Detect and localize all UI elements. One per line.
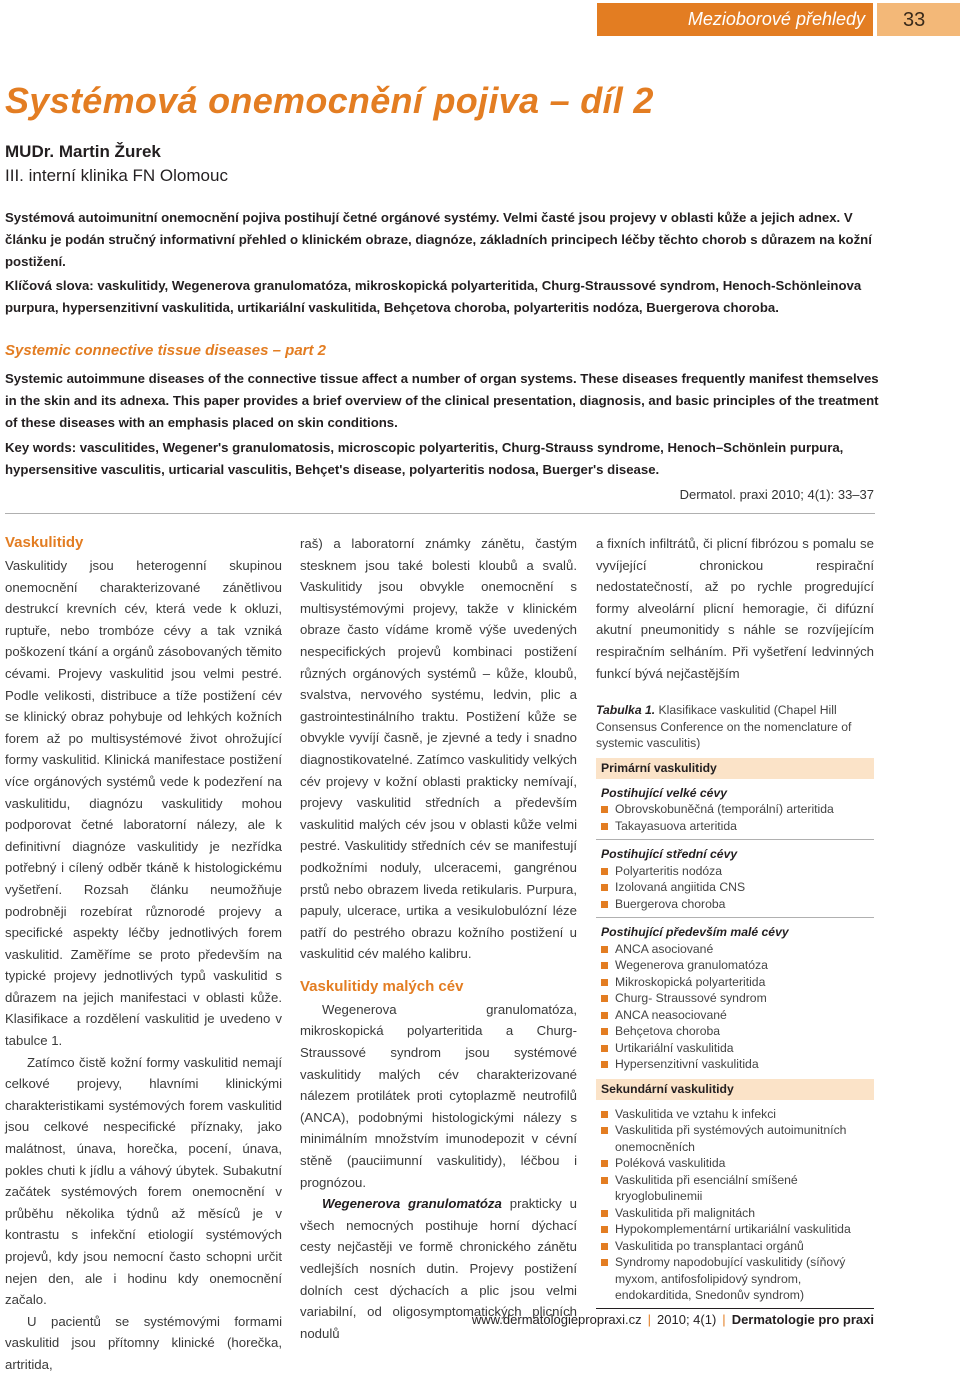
table-separator xyxy=(596,917,874,918)
divider xyxy=(5,513,875,514)
column-2 xyxy=(300,533,577,1344)
section-heading: Vaskulitidy malých cév xyxy=(300,977,464,995)
abstract-cz-text: Systémová autoimunitní onemocnění pojiva postihují četné orgánové systémy. Velmi časté jsou projevy v oblasti kůže a jejich adnex. V článku je podán stručný informativní přehled o klinickém obraze, diagnóze, základních principech léčby těchto chorob s důrazem na kožní postižení. xyxy=(5,210,872,269)
keywords-cz-label: Klíčová slova: xyxy=(5,278,94,293)
footer-issue: 2010; 4(1) xyxy=(657,1312,717,1327)
paragraph: Zatímco čistě kožní formy vaskulitid nemají celkové projevy, hlavními klinickými charakteristikami systémových forem vaskulitid jsou celkové nespecifické příznaky, jako malátnost, únava, horečka, pocení, únava, pokles chuti k jídlu a váhový úbytek. Subakutní začátek systémových forem onemocnění v průběhu několika týdnů až měsíců je v kontrastu s infekční etiologií systémových projevů, kdy jsou nemocní často schopni určit nejen den, ale i hodinu kdy onemocnění začalo. xyxy=(5,1054,282,1308)
footer-separator: | xyxy=(722,1312,726,1327)
table-group-title: Postihující velké cévy xyxy=(601,785,728,800)
table-separator xyxy=(596,839,874,840)
list-item: Hypokomplementární urtikariální vaskulitida xyxy=(601,1221,874,1238)
footer-journal: Dermatologie pro praxi xyxy=(731,1312,874,1327)
section-label: Mezioborové přehledy xyxy=(597,3,873,36)
list-item: ANCA asociované xyxy=(601,941,874,958)
paragraph: U pacientů se systémovými formami vaskulitid jsou přítomny klinické (horečka, artritida, xyxy=(5,1313,282,1372)
english-title: Systemic connective tissue diseases – part 2 xyxy=(5,342,326,359)
list-item: Mikroskopická polyarteritida xyxy=(601,974,874,991)
list-item: Churg- Straussové syndrom xyxy=(601,990,874,1007)
keywords-cz xyxy=(5,275,880,319)
paragraph: Wegenerova granulomatóza, mikroskopická polyarteritida a Churg-Straussové syndrom jsou systémové vaskulitidy malých cév charakterizované nálezem protilátek proti cytoplazmě neutrofilů (ANCA), podobnými histologickými nálezy s minimálním množstvím imunodepozit v cévní stěně (pauciimunní vaskulitidy), léčbou i prognózou. xyxy=(300,1001,577,1190)
list-item: Syndromy napodobující vaskulitidy (síňový myxom, antifosfolipidový syndrom, endokarditida, Snedonův syndrom) xyxy=(601,1254,874,1304)
list-item: Vaskulitida při systémových autoimunitních onemocněních xyxy=(601,1122,874,1155)
paragraph-text: prakticky u všech nemocných postihuje horní dýchací cesty nejčastěji ve formě chronického zánětu vedlejších nosních dutin. Projevy postižení dolních cest dýchacích a plic jsou velmi variabilní, od oligosymptomatických plicních nodulů xyxy=(300,1196,577,1341)
table-header-secondary: Sekundární vaskulitidy xyxy=(596,1079,874,1100)
list-item: Hypersenzitivní vaskulitida xyxy=(601,1056,874,1073)
article-title: Systémová onemocnění pojiva – díl 2 xyxy=(5,80,654,121)
list-item: Vaskulitida ve vztahu k infekci xyxy=(601,1106,874,1123)
list-item: Wegenerova granulomatóza xyxy=(601,957,874,974)
column-3 xyxy=(596,533,874,1309)
footer-separator: | xyxy=(647,1312,652,1327)
citation: Dermatol. praxi 2010; 4(1): 33–37 xyxy=(679,487,874,502)
keywords-en-text: vasculitides, Wegener's granulomatosis, microscopic polyarteritis, Churg-Strauss syndrome, Henoch–Schönlein purpura, hypersensitive vasculitis, urticarial vasculitis, Behçet's disease, polyarteritis nodosa, Buerger's disease. xyxy=(5,440,844,477)
keywords-en-label: Key words: xyxy=(5,440,77,455)
paragraph: raš) a laboratorní známky zánětu, častým stesknem jsou také bolesti kloubů a svalů. Vaskulitidy jsou obvykle onemocnění s multisystémovými projevy, takže v klinickém obraze často vídáme kromě výše uvedených nespecifických projevů kombinaci postižení různých orgánových systémů – kůže, kloubů, svalstva, nervového systému, ledvin, plic a gastrointestinálního traktu. Postižení kůže se obvykle vyvíjí časně, je zjevné a tedy i snadno diagnostikovatelné. Zatímco vaskulitidy velkých cév projevy v kožní oblasti prakticky nemívají, projevy vaskulitid středních a především vaskulitid malých cév jsou v oblasti kůže velmi pestré. Vaskulitidy středních cév se manifestují podkožními noduly, ulceracemi, gangrénou prstů nebo obrazem liveda retikularis. Purpura, papuly, ulcerace, urtika a vesikulobulózní léze patří do pestrého obrazu kožního postižení u vaskulitid cév malého kalibru. xyxy=(300,536,577,962)
footer-website: www.dermatologiepropraxi.cz xyxy=(471,1312,642,1327)
page-number: 33 xyxy=(877,3,960,36)
paragraph: a fixních infiltrátů, či plicní fibrózou s pomalu se vyvíjející chronickou respirační nedostatečností, až po rychle progredující formy alveolární plicní hemoragie, či difúzní akutní pneumonitidy s náhle se rozvíjejícím respiračním selháním. Při vyšetření ledvinných funkcí bývá nejčastějším xyxy=(596,536,874,681)
list-item: Poléková vaskulitida xyxy=(601,1155,874,1172)
list-item: Vaskulitida po transplantaci orgánů xyxy=(601,1238,874,1255)
table-group-title: Postihující především malé cévy xyxy=(601,925,789,940)
list-item: Takayasuova arteritida xyxy=(601,818,874,835)
table-caption-label: Tabulka 1. xyxy=(596,703,656,718)
table-list xyxy=(596,863,874,913)
paragraph: Vaskulitidy jsou heterogenní skupinou onemocnění charakterizované zánětlivou destrukcí krevních cév, která vede k okluzi, ruptuře, nebo trombóze cévy a tak vzniká poškození tkání a orgánů zásobovaných těmito cévami. Projevy vaskulitid jsou velmi pestré. Podle velikosti, distribuce a tíže postižení cév se klinický obraz pohybuje od lehkých kožních forem až po multisystémové život ohrožující formy vaskulitid. Klinická manifestace postižení více orgánových systémů vede k podezření na vaskulitidu, diagnózu vaskulitidy mohou podporovat četné laboratorní nálezy, ale k definitivní diagnóze vaskulitidy je nezřídka potřebný i cílený odběr tkáně k histologickému vyšetření. Rozsah článku neumožňuje podrobněji rozebírat různorodé projevy a specifické aspekty léčby jednotlivých forem vaskulitid. Zaměříme se proto především na typické projevy jednotlivých typů vaskulitid s důrazem na jejich manifestaci v oblasti kůže. Klasifikace a rozdělení vaskulitid je uvedeno v tabulce 1. xyxy=(5,558,282,1049)
section-heading: Vaskulitidy xyxy=(5,534,84,551)
term: Wegenerova granulomatóza xyxy=(322,1196,502,1212)
list-item: Vaskulitida při esenciální smíšené kryoglobulinemii xyxy=(601,1172,874,1205)
table-list xyxy=(596,801,874,834)
table-caption xyxy=(596,702,874,752)
list-item: Polyarteritis nodóza xyxy=(601,863,874,880)
table-group-title: Postihující střední cévy xyxy=(601,847,738,862)
keywords-en xyxy=(5,437,880,481)
column-1 xyxy=(5,533,282,1376)
table-list xyxy=(596,941,874,1073)
list-item: ANCA neasociované xyxy=(601,1007,874,1024)
table-end-rule xyxy=(596,1308,874,1309)
page-footer xyxy=(472,1312,874,1327)
author-affiliation: III. interní klinika FN Olomouc xyxy=(5,166,228,185)
list-item: Behçetova choroba xyxy=(601,1023,874,1040)
table-header-primary: Primární vaskulitidy xyxy=(596,758,874,779)
list-item: Buergerova choroba xyxy=(601,896,874,913)
abstract-en: Systemic autoimmune diseases of the connective tissue affect a number of organ systems. These diseases frequently manifest themselves in the skin and its adnexa. This paper provides a brief overview of the clinical presentation, diagnosis, and basic principles of the treatment of these diseases with an emphasis placed on skin conditions. xyxy=(5,371,879,430)
list-item: Obrovskobuněčná (temporální) arteritida xyxy=(601,801,874,818)
keywords-cz-text: vaskulitidy, Wegenerova granulomatóza, mikroskopická polyarteritida, Churg-Straussové syndrom, Henoch-Schönleinova purpura, hypersenzitivní vaskulitida, urtikariální vaskulitida, Behçetova choroba, polyarteritis nodóza, Buergerova choroba. xyxy=(5,278,862,315)
author-name: MUDr. Martin Žurek xyxy=(5,142,161,161)
abstract-cz xyxy=(5,207,880,273)
list-item: Izolovaná angiitida CNS xyxy=(601,879,874,896)
list-item: Urtikariální vaskulitida xyxy=(601,1040,874,1057)
list-item: Vaskulitida při malignitách xyxy=(601,1205,874,1222)
table-list xyxy=(596,1106,874,1304)
table-caption-text: Klasifikace vaskulitid (Chapel Hill Consensus Conference on the nomenclature of systemic vasculitis) xyxy=(596,703,852,751)
